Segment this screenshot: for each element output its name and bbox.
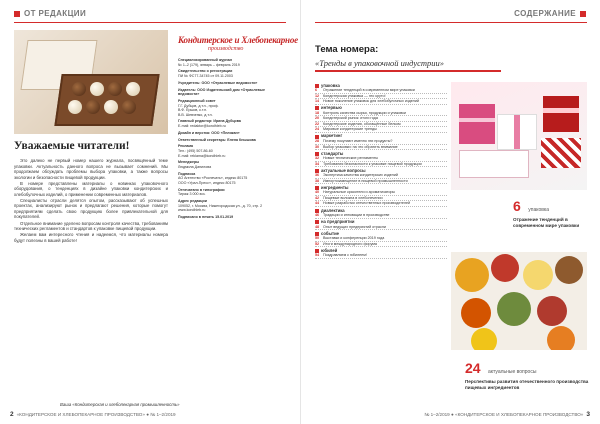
chocolate — [90, 82, 104, 96]
footer-text: «КОНДИТЕРСКОЕ И ХЛЕБОПЕКАРНОЕ ПРОИЗВОДСТВО» ● № 1–2/2019 — [16, 412, 176, 417]
toc-page-number: 50 — [315, 236, 320, 241]
section-header — [14, 9, 86, 18]
spice-bowl — [461, 298, 491, 328]
masthead — [178, 35, 298, 220]
toc-item-title: Выставки и конференции 2019 года — [323, 236, 385, 241]
editorial-paragraph: Отдельное внимание уделено вопросам контроля качества, требованиям технических регламентов и стандартов к упаковке пищевой продукции. — [14, 220, 168, 232]
toc-page-number: 28 — [315, 138, 320, 143]
footer — [10, 411, 176, 418]
feature-text: Перспективы развития отечественного производства пищевых ингредиентов — [465, 379, 589, 390]
toc-item-title: Требования безопасности к упаковке пищевой продукции — [323, 161, 422, 166]
toc-page-number: 30 — [315, 144, 320, 149]
toc-section-label: актуальные вопросы — [321, 167, 366, 173]
toc-item-title: Новые технические регламенты — [323, 156, 379, 161]
toc-item[interactable] — [315, 213, 447, 219]
toc-item[interactable] — [315, 179, 447, 185]
right-page — [300, 0, 600, 424]
feature-caption[interactable] — [513, 198, 593, 229]
chocolate — [72, 82, 86, 96]
toc-item-title: Новые разработки отечественных производителей — [323, 201, 411, 206]
spice-bowl — [497, 292, 531, 326]
section-header-label: СОДЕРЖАНИЕ — [514, 9, 576, 18]
toc-item-title: Опыт ведущих предприятий отрасли — [323, 224, 386, 229]
editorial-paragraph: Это далеко не первый номер нашего журнала, посвящённый теме упаковки. Актуальность данного вопроса не вызывает сомнений. Мы продолжаем обсуждать проблемы выбора упаковки, а также вопросы экологии и безопасности пищевой продукции. — [14, 158, 168, 180]
pink-box — [459, 104, 495, 144]
masthead-line: Людмила Данилова — [178, 164, 212, 169]
masthead-heading: Специализированный журнал — [178, 58, 232, 62]
toc-item[interactable] — [315, 253, 447, 259]
toc-page-number: 44 — [315, 201, 320, 206]
masthead-line: E-mail: reklama@kondhleb.ru — [178, 153, 226, 158]
toc-page-number: 40 — [315, 190, 320, 195]
toc-item[interactable] — [315, 127, 447, 133]
toc-item[interactable] — [315, 162, 447, 168]
masthead-line: ООО «Урал-Пресс», индекс 80175 — [178, 180, 236, 185]
header-square-icon — [580, 11, 586, 17]
toc-page-number: 22 — [315, 121, 320, 126]
masthead-info — [178, 58, 286, 220]
editorial-paragraph: Специалисты отрасли делятся опытом, рассказывают об успешных проектах, анализируют рынок и предлагают решения, которые помогут предприятиям сделать свою продукцию более привлекательной для покупателей. — [14, 197, 168, 220]
header-rule — [315, 22, 587, 23]
masthead-line: В.В. Шевченко, д.т.н. — [178, 112, 213, 117]
toc-section-label: маркетинг — [321, 133, 343, 139]
white-box — [497, 114, 537, 150]
toc-section-label: интервью — [321, 105, 342, 111]
masthead-line: № 1–2 (179), январь – февраль 2019 — [178, 62, 240, 67]
packaging-photo — [451, 82, 587, 190]
masthead-heading: Ответственный секретарь: Елена Кнышова — [178, 137, 256, 142]
toc-page-number: 18 — [315, 110, 320, 115]
toc-item-title: Экспертиза качества кондитерских изделий — [323, 173, 398, 178]
masthead-line: Тираж 3 000 экз. — [178, 192, 206, 197]
toc-section-label: ингредиенты — [321, 184, 349, 190]
toc-item-title: Импортозамещение в пищевой промышленности — [323, 178, 408, 183]
masthead-line: Г.Г. Дубцов, д.т.н., проф. — [178, 103, 219, 108]
editorial-signature: Ваша «Кондитерская и хлебопекарная промышленность» — [60, 402, 180, 407]
feature-page-number: 6 — [513, 198, 521, 214]
toc-section-label: стандарты — [321, 150, 344, 156]
spice-bowl — [537, 296, 567, 326]
spice-bowl — [455, 258, 489, 292]
toc-page-number: 12 — [315, 93, 320, 98]
masthead-heading: Издатель: ООО Издательский дом «Отраслевые ведомости» — [178, 87, 265, 97]
toc-item[interactable] — [315, 99, 447, 105]
spice-bowl — [491, 254, 519, 282]
masthead-heading: Подписка — [178, 171, 196, 176]
red-box — [543, 96, 579, 132]
editorial-photo — [14, 30, 168, 134]
masthead-line: В.Ф. Ершов, к.т.н. — [178, 108, 208, 113]
masthead-heading: Отпечатано в типографии — [178, 187, 225, 192]
toc-page-number: 20 — [315, 116, 320, 121]
editorial-body — [14, 158, 168, 244]
chocolate — [104, 100, 118, 114]
masthead-line: ПИ № ФС77-34745 от 09.11.2003 — [178, 73, 233, 78]
plaid-box — [541, 138, 581, 168]
chocolate — [126, 82, 140, 96]
toc-item-title: Пищевые волокна в хлебопечении — [323, 195, 383, 200]
toc-section-label: юбилей — [321, 247, 338, 253]
toc-item-title: Традиции и инновации в производстве — [323, 213, 390, 218]
feature-page-number: 24 — [465, 360, 481, 376]
page-number: 2 — [10, 411, 14, 418]
theme-label: Тема номера: — [315, 44, 379, 55]
toc-item-title: Почему покупают именно эти продукты? — [323, 138, 393, 143]
toc-item-title: Выбор упаковки: на что обратить внимание — [323, 144, 398, 149]
masthead-logo: Кондитерское и Хлебопекарное — [178, 35, 298, 45]
editorial-paragraph: Желаем вам интересного чтения и надеемся, что материалы номера будут полезны в вашей работе! — [14, 232, 168, 243]
masthead-heading: Свидетельство о регистрации — [178, 69, 233, 74]
chocolate — [108, 82, 122, 96]
masthead-line: E-mail: redaktor@kondhleb.ru — [178, 124, 226, 129]
footer-text: № 1–2/2019 ● «КОНДИТЕРСКОЕ И ХЛЕБОПЕКАРНОЕ ПРОИЗВОДСТВО» — [424, 412, 584, 417]
spice-bowl — [471, 328, 497, 350]
toc-item-title: Мировые кондитерские тренды — [323, 127, 377, 132]
toc-page-number: 14 — [315, 99, 320, 104]
footer — [424, 411, 590, 418]
toc-page-number: 6 — [315, 88, 318, 93]
chocolate — [86, 100, 100, 114]
header-rule — [14, 22, 286, 23]
toc-section-label: на предприятии — [321, 219, 355, 225]
section-header-label: ОТ РЕДАКЦИИ — [24, 9, 87, 18]
feature-caption[interactable] — [465, 360, 591, 391]
toc-item-title: Кондитерские изделия, обогащённые белком — [323, 121, 401, 126]
toc-section-label: упаковка — [321, 82, 340, 88]
toc-section-label: диалектика — [321, 207, 345, 213]
toc-page-number: 54 — [315, 253, 320, 258]
spice-bowl — [555, 256, 583, 284]
cake-box — [459, 150, 529, 178]
table-of-contents — [315, 82, 447, 259]
toc-page-number: 36 — [315, 173, 320, 178]
masthead-heading: Подписано в печать 15.01.2019 — [178, 215, 234, 220]
feature-section: упаковка — [528, 207, 549, 213]
masthead-heading: Дизайн и верстка: ООО «Пеликан» — [178, 130, 240, 135]
feature-section: актуальные вопросы — [488, 369, 537, 375]
masthead-line: 109052, г. Москва, Нижегородская ул., д. 70, стр. 2 — [178, 203, 263, 208]
masthead-heading: Главный редактор: Ирина Дубцова — [178, 119, 241, 124]
feature-text: Отражение тенденций в современном мире упаковки — [513, 217, 580, 228]
toc-item-title: Натуральные красители и ароматизаторы — [323, 190, 396, 195]
masthead-heading: Менеджеры — [178, 160, 200, 165]
spices-photo — [451, 252, 587, 350]
toc-item-title: Поздравляем с юбилеем! — [323, 253, 367, 258]
toc-page-number: 42 — [315, 195, 320, 200]
masthead-line: Тел.: (495) 507-86-60 — [178, 149, 213, 153]
toc-item-title: Отражение тенденций в современном мире упаковки — [323, 88, 415, 93]
editorial-title: Уважаемые читатели! — [14, 140, 130, 152]
spice-bowl — [523, 260, 553, 290]
masthead-line: АО Агентство «Роспечать», индекс 80175 — [178, 176, 248, 181]
toc-page-number: 24 — [315, 127, 320, 132]
chocolate — [122, 100, 136, 114]
toc-item[interactable] — [315, 225, 447, 231]
toc-item[interactable] — [315, 145, 447, 151]
chocolate — [68, 100, 82, 114]
masthead-logo-sub: производство — [208, 46, 244, 52]
toc-item-title: Новое поколение упаковок для хлебобулочных изделий — [323, 99, 419, 104]
toc-page-number: 32 — [315, 156, 320, 161]
toc-item-title: Кондитерский рынок: итоги года — [323, 116, 378, 121]
section-header — [514, 9, 586, 18]
masthead-line: www.kondhleb.ru — [178, 208, 206, 213]
toc-item-title: Итоги международного форума — [323, 241, 377, 246]
masthead-heading: Реклама — [178, 144, 194, 149]
editorial-paragraph: В номере представлены материалы о новинках упаковочного оборудования, о тенденциях в дизайне упаковки кондитерских и хлебобулочных изделий, о применении современных материалов. — [14, 180, 168, 197]
masthead-heading: Адрес редакции — [178, 199, 207, 204]
theme-title: «Тренды в упаковочной индустрии» — [315, 58, 501, 72]
toc-page-number: 52 — [315, 241, 320, 246]
toc-page-number: 46 — [315, 213, 320, 218]
toc-item[interactable] — [315, 201, 447, 207]
toc-section-label: событие — [321, 230, 340, 236]
masthead-heading: Учредитель: ООО «Отраслевые ведомости» — [178, 80, 258, 85]
toc-item-title: Кондитерская упаковка — это круто! — [323, 93, 386, 98]
toc-page-number: 38 — [315, 178, 320, 183]
toc-page-number: 34 — [315, 161, 320, 166]
header-square-icon — [14, 11, 20, 17]
toc-page-number: 48 — [315, 224, 320, 229]
toc-item[interactable] — [315, 242, 447, 248]
page-number: 3 — [586, 411, 590, 418]
masthead-heading: Редакционный совет — [178, 98, 216, 103]
toc-item-title: Контроль качества сырья, продукции и упаковки — [323, 110, 406, 115]
spice-bowl — [547, 326, 575, 350]
